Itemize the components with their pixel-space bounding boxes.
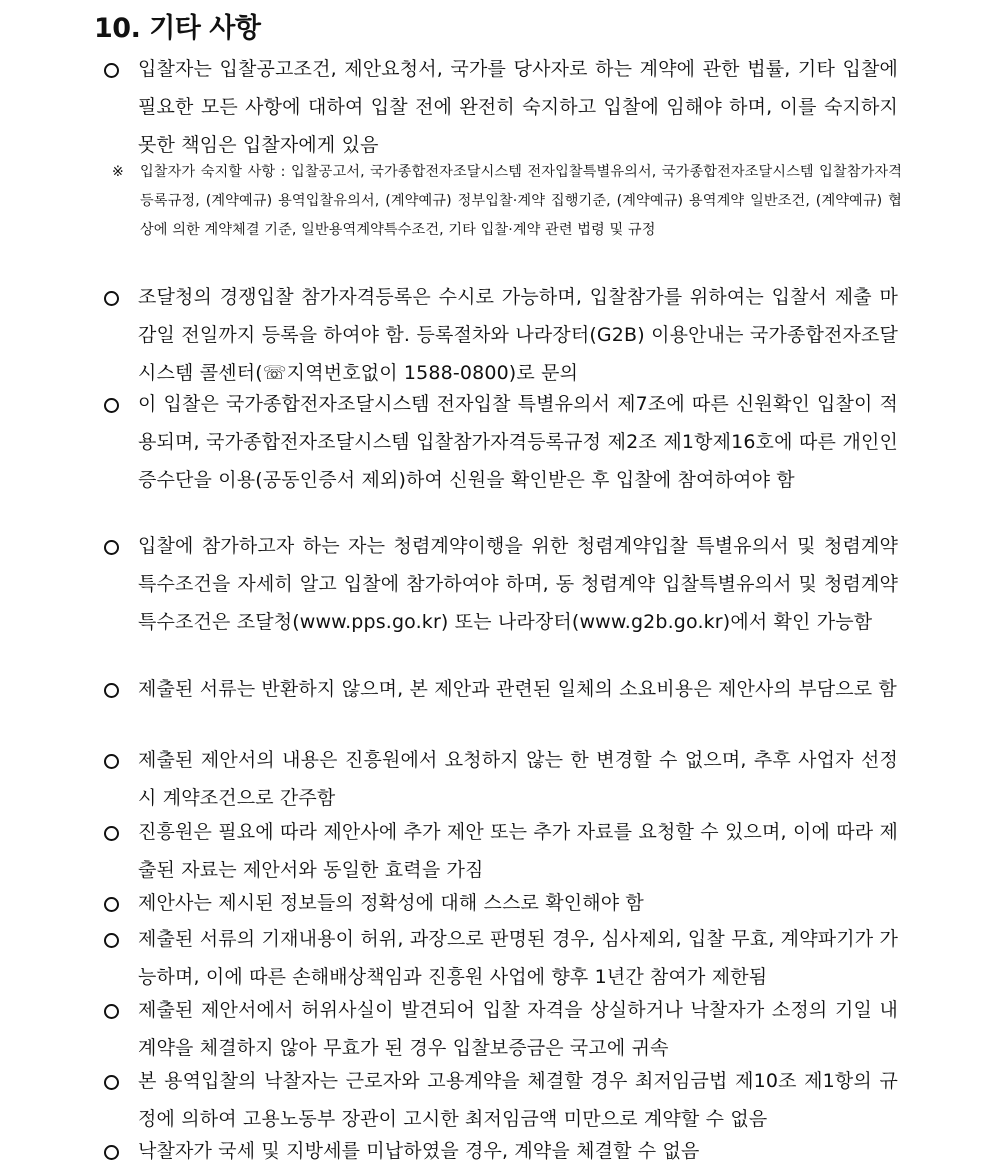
list-item-text: 이 입찰은 국가종합전자조달시스템 전자입찰 특별유의서 제7조에 따른 신원확인 입찰이 적용되며, 국가종합전자조달시스템 입찰참가자격등록규정 제2조 제1항제16호에 따른 개인인증수단을 이용(공동인증서 제외)하여 신원을 확인받은 후 입찰에 참여하여야 함 bbox=[138, 393, 898, 491]
circle-bullet-icon bbox=[104, 991, 124, 1029]
list-item-text: 조달청의 경쟁입찰 참가자격등록은 수시로 가능하며, 입찰참가를 위하여는 입찰서 제출 마감일 전일까지 등록을 하여야 함. 등록절차와 나라장터(G2B) 이용안내는 국가종합전자조달시스템 콜센터(☏지역번호없이 1588-0800)로 문의 bbox=[138, 286, 898, 384]
list-item-text: 입찰자는 입찰공고조건, 제안요청서, 국가를 당사자로 하는 계약에 관한 법률, 기타 입찰에 필요한 모든 사항에 대하여 입찰 전에 완전히 숙지하고 입찰에 임해야 하며, 이를 숙지하지 못한 책임은 입찰자에게 있음 bbox=[138, 58, 898, 156]
circle-bullet-icon bbox=[104, 670, 124, 708]
list-item-text: 제출된 서류의 기재내용이 허위, 과장으로 판명된 경우, 심사제외, 입찰 무효, 계약파기가 가능하며, 이에 따른 손해배상책임과 진흥원 사업에 향후 1년간 참여가 제한됨 bbox=[138, 928, 898, 988]
list-item-text: 입찰에 참가하고자 하는 자는 청렴계약이행을 위한 청렴계약입찰 특별유의서 및 청렴계약 특수조건을 자세히 알고 입찰에 참가하여야 하며, 동 청렴계약 입찰특별유의서 및 청렴계약 특수조건은 조달청(www.pps.go.kr) 또는 나라장터(www.g2b.go.kr)에서 확인 가능함 bbox=[138, 535, 898, 633]
circle-bullet-icon bbox=[104, 1132, 124, 1170]
list-item-text: 제출된 제안서의 내용은 진흥원에서 요청하지 않는 한 변경할 수 없으며, 추후 사업자 선정 시 계약조건으로 간주함 bbox=[138, 749, 898, 809]
circle-bullet-icon bbox=[104, 385, 124, 423]
list-item-text: 제출된 제안서에서 허위사실이 발견되어 입찰 자격을 상실하거나 낙찰자가 소정의 기일 내 계약을 체결하지 않아 무효가 된 경우 입찰보증금은 국고에 귀속 bbox=[138, 999, 898, 1059]
section-title: 10. 기타 사항 bbox=[94, 13, 261, 44]
list-item-text: 낙찰자가 국세 및 지방세를 미납하였을 경우, 계약을 체결할 수 없음 bbox=[138, 1140, 700, 1162]
note-text: 입찰자가 숙지할 사항 : 입찰공고서, 국가종합전자조달시스템 전자입찰특별유의서, 국가종합전자조달시스템 입찰참가자격등록규정, (계약예규) 용역입찰유의서, (계약예규) 정부입찰·계약 집행기준, (계약예규) 용역계약 일반조건, (계약예규) 협상에 의한 계약체결 기준, 일반용역계약특수조건, 기타 입찰·계약 관련 법령 및 규정 bbox=[140, 164, 902, 238]
circle-bullet-icon bbox=[104, 884, 124, 922]
list-item-text: 제안사는 제시된 정보들의 정확성에 대해 스스로 확인해야 함 bbox=[138, 892, 644, 914]
circle-bullet-icon bbox=[104, 813, 124, 851]
circle-bullet-icon bbox=[104, 527, 124, 565]
circle-bullet-icon bbox=[104, 50, 124, 88]
list-item-text: 진흥원은 필요에 따라 제안사에 추가 제안 또는 추가 자료를 요청할 수 있으며, 이에 따라 제출된 자료는 제안서와 동일한 효력을 가짐 bbox=[138, 821, 898, 881]
list-item-text: 본 용역입찰의 낙찰자는 근로자와 고용계약을 체결할 경우 최저임금법 제10조 제1항의 규정에 의하여 고용노동부 장관이 고시한 최저임금액 미만으로 계약할 수 없음 bbox=[138, 1070, 898, 1130]
circle-bullet-icon bbox=[104, 920, 124, 958]
reference-mark-icon: ※ bbox=[112, 164, 124, 180]
circle-bullet-icon bbox=[104, 1062, 124, 1100]
circle-bullet-icon bbox=[104, 278, 124, 316]
list-item-text: 제출된 서류는 반환하지 않으며, 본 제안과 관련된 일체의 소요비용은 제안사의 부담으로 함 bbox=[138, 678, 897, 700]
circle-bullet-icon bbox=[104, 741, 124, 779]
